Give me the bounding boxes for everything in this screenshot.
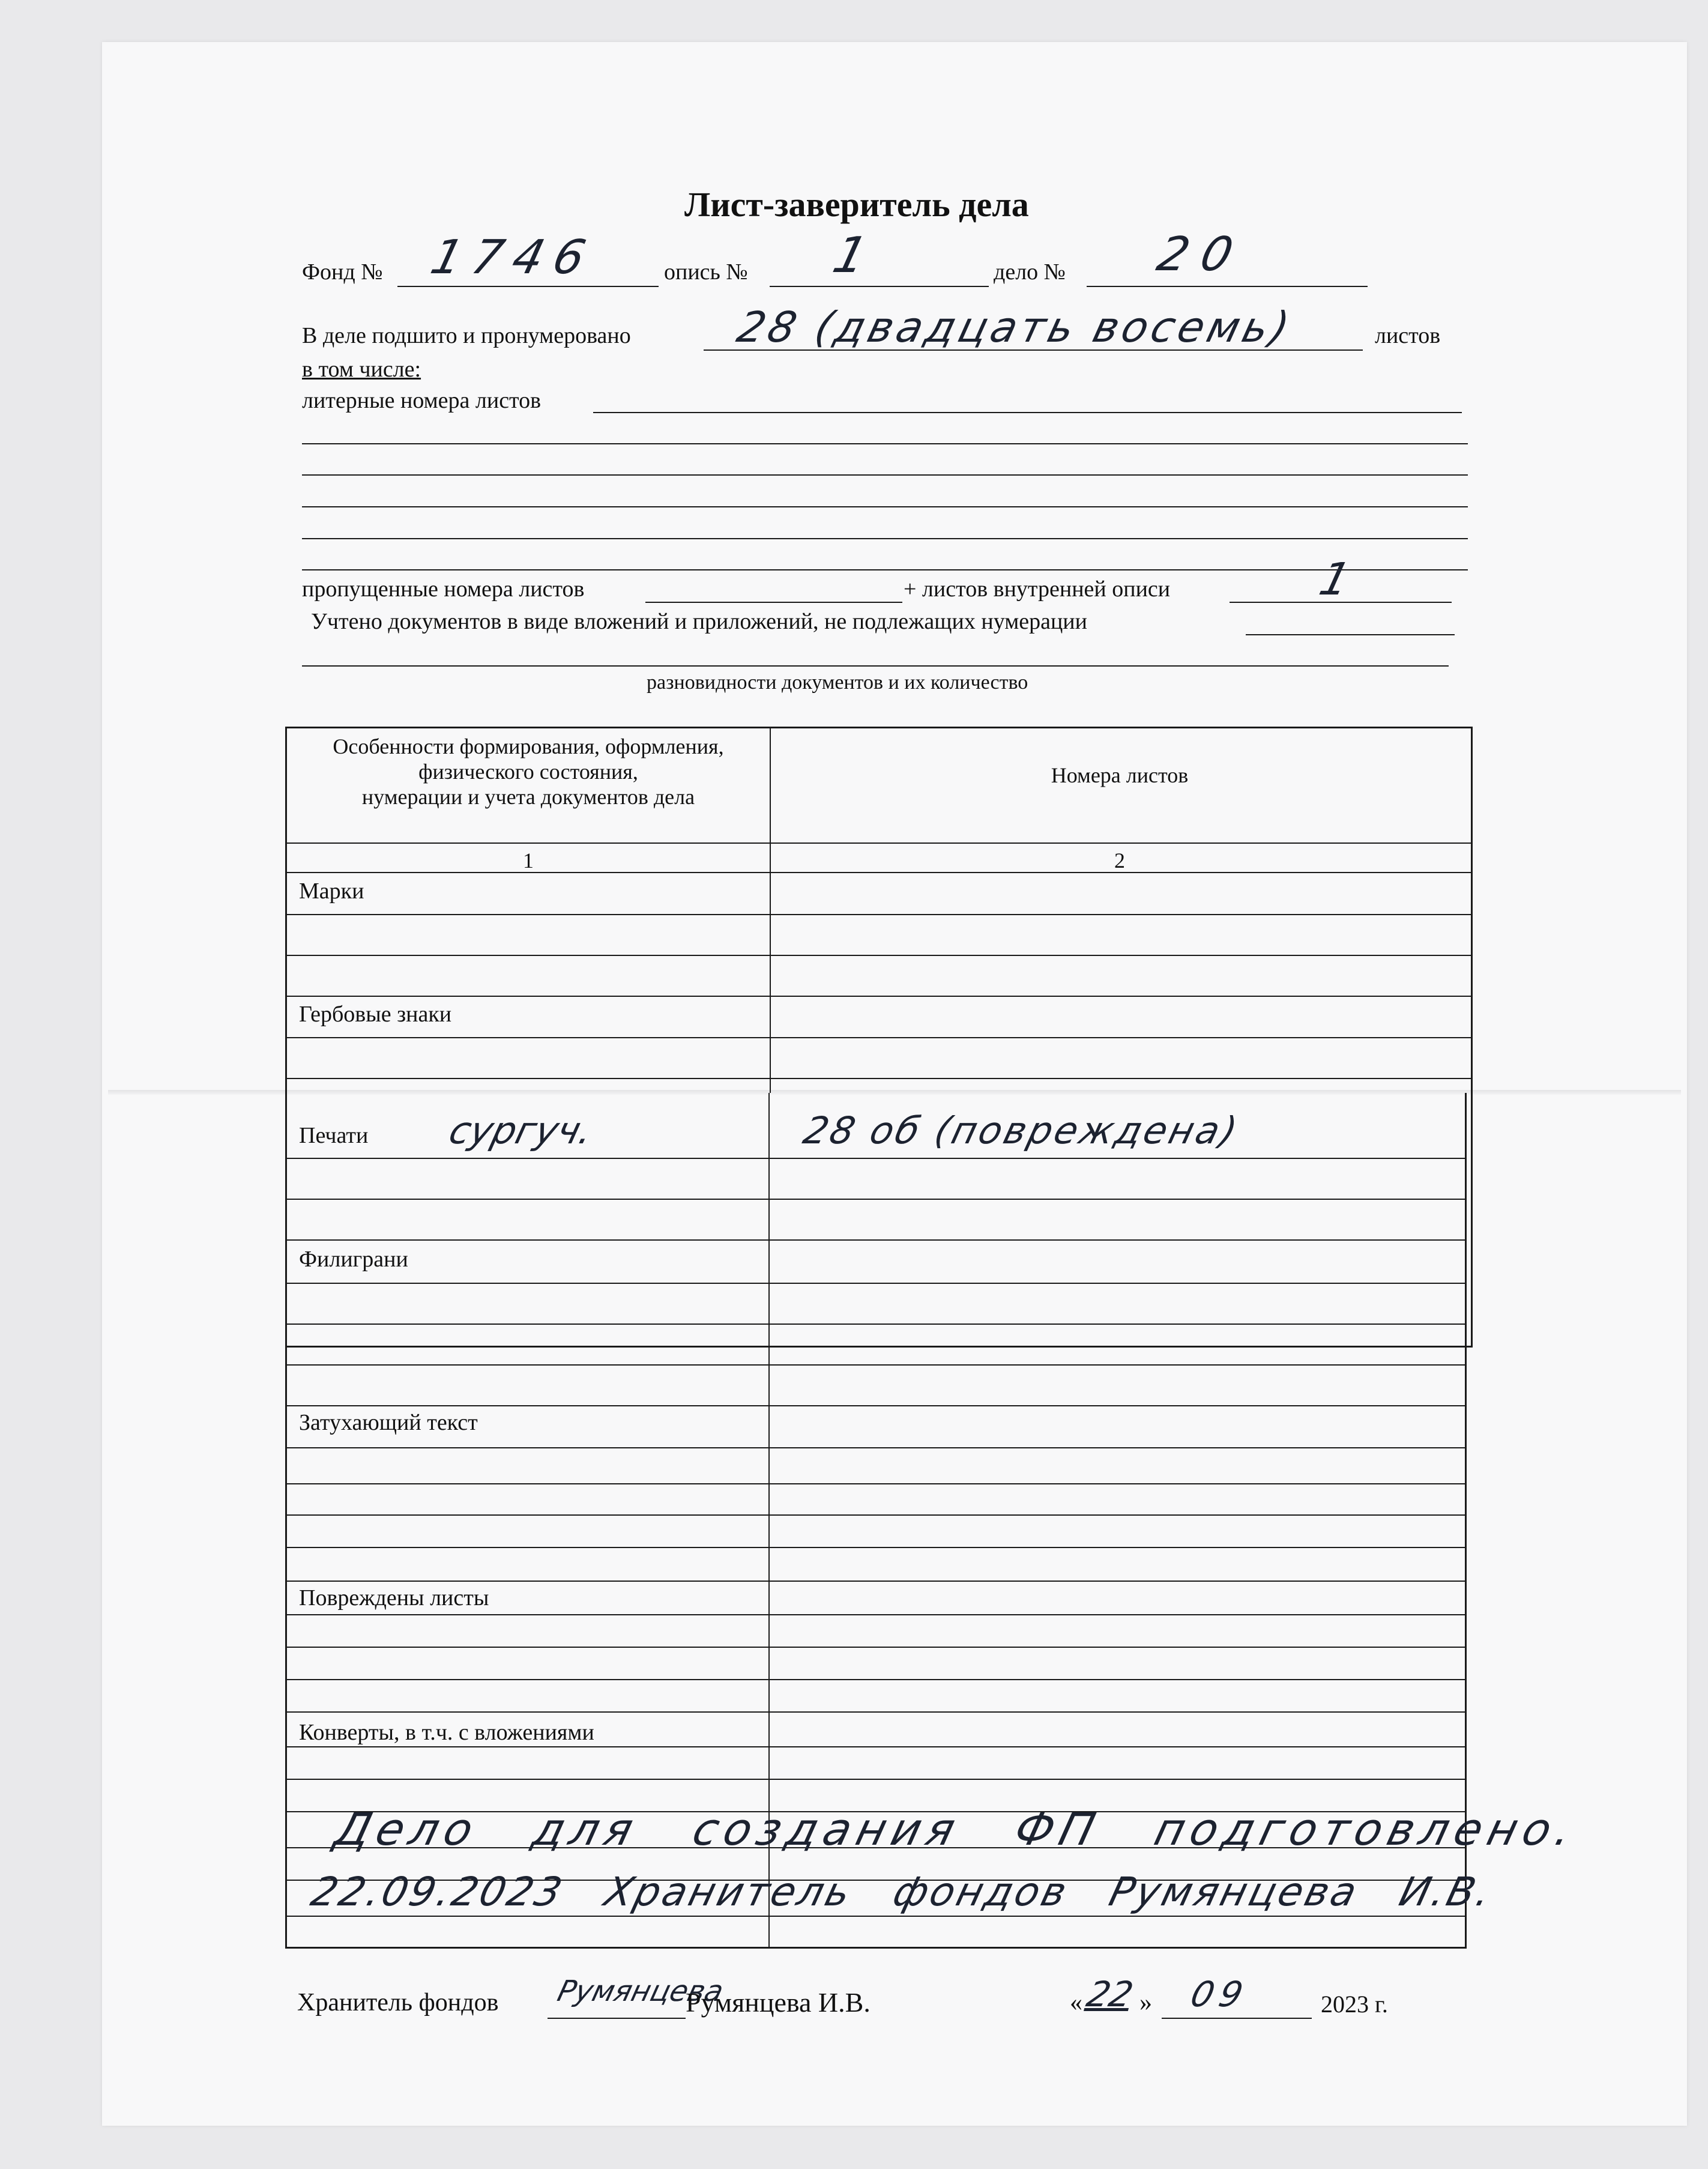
row-rule — [285, 1239, 1467, 1241]
attachments-label: Учтено документов в виде вложений и приложений, не подлежащих нумерации — [311, 609, 1087, 634]
delo-label: дело № — [994, 259, 1066, 285]
row-rule — [285, 1916, 1467, 1917]
literal-underline — [593, 412, 1462, 413]
inner-inventory-value: 1 — [1314, 554, 1356, 605]
keeper-label: Хранитель фондов — [297, 1989, 499, 2016]
document-title: Лист-заверитель дела — [684, 185, 1029, 224]
attachments-underline — [1246, 634, 1455, 635]
blank-line-5 — [302, 569, 1468, 570]
date-month: 09 — [1186, 1974, 1254, 2015]
missing-underline — [645, 602, 902, 603]
opis-label: опись № — [664, 259, 748, 285]
date-close-quote: » — [1139, 1989, 1152, 2016]
fond-underline — [397, 286, 659, 287]
col1-number: 1 — [523, 849, 534, 873]
opis-underline — [770, 286, 989, 287]
table-header-rule — [285, 842, 1473, 844]
row-rule — [285, 955, 1473, 956]
row-rule — [285, 914, 1473, 915]
row-rule — [285, 1199, 1467, 1200]
row-label-coat-of-arms: Гербовые знаки — [299, 1002, 452, 1027]
seals-note: сургуч. — [445, 1109, 597, 1152]
row-rule — [285, 1514, 1467, 1516]
literal-label: литерные номера листов — [302, 388, 542, 413]
date-year: 2023 г. — [1321, 1991, 1388, 2018]
col1-header: Особенности формирования, оформления, физического состояния, нумерации и учета документов дела — [333, 734, 724, 809]
col2-number: 2 — [1114, 849, 1125, 873]
sewn-value: 28 (двадцать восемь) — [732, 303, 1298, 352]
delo-value: 20 — [1151, 228, 1252, 282]
row-rule — [285, 1078, 1473, 1079]
blank-line-3 — [302, 506, 1468, 507]
date-open-quote: « — [1070, 1989, 1082, 2016]
date-day: 22 — [1082, 1974, 1138, 2015]
handwritten-note-line2: 22.09.2023 Хранитель фондов Румянцева И.В. — [306, 1869, 1498, 1915]
keeper-signature: Румянцева — [554, 1974, 727, 2008]
row-label-watermarks: Филиграни — [299, 1247, 408, 1272]
seals-pages: 28 об (повреждена) — [799, 1109, 1244, 1152]
row-rule — [285, 1711, 1467, 1713]
row-label-marks: Марки — [299, 879, 364, 904]
missing-label: пропущенные номера листов — [302, 576, 585, 602]
row-rule — [285, 1405, 1467, 1406]
blank-line-2 — [302, 474, 1468, 476]
blank-line-1 — [302, 443, 1468, 444]
delo-underline — [1087, 286, 1368, 287]
row-rule — [285, 1679, 1467, 1680]
inner-inventory-label: + листов внутренней описи — [904, 576, 1171, 602]
row-rule — [285, 1364, 1467, 1366]
col2-header: Номера листов — [1051, 763, 1189, 787]
row-label-damaged-sheets: Повреждены листы — [299, 1585, 489, 1611]
doc-types-caption: разновидности документов и их количество — [647, 671, 1028, 694]
sheets-word: листов — [1375, 323, 1441, 348]
row-label-envelopes: Конверты, в т.ч. с вложениями — [299, 1720, 594, 1745]
keeper-name: Румянцева И.В. — [686, 1987, 871, 2018]
handwritten-note-line1: Дело для создания ФП подготовлено. — [330, 1804, 1583, 1856]
row-rule — [285, 1614, 1467, 1615]
row-rule — [285, 1447, 1467, 1448]
fond-label: Фонд № — [302, 259, 383, 285]
including-label: в том числе: — [302, 357, 421, 382]
row-rule — [285, 1746, 1467, 1747]
blank-line-4 — [302, 538, 1468, 539]
row-label-fading-text: Затухающий текст — [299, 1410, 478, 1435]
row-rule — [285, 1483, 1467, 1484]
row-rule — [285, 1581, 1467, 1582]
signature-underline — [548, 2018, 686, 2019]
opis-value: 1 — [827, 227, 874, 284]
row-rule — [285, 1283, 1467, 1284]
row-rule — [285, 1037, 1473, 1038]
row-rule — [285, 1647, 1467, 1648]
row-rule — [285, 996, 1473, 997]
row-rule — [285, 1158, 1467, 1159]
sewn-label: В деле подшито и пронумеровано — [302, 323, 631, 348]
row-rule — [285, 1547, 1467, 1548]
row-rule — [285, 1779, 1467, 1780]
month-underline — [1162, 2018, 1312, 2019]
row-label-seals: Печати — [299, 1123, 369, 1148]
row-rule — [285, 1323, 1467, 1325]
attachments-line — [302, 665, 1449, 667]
fond-value: 1746 — [425, 231, 602, 285]
